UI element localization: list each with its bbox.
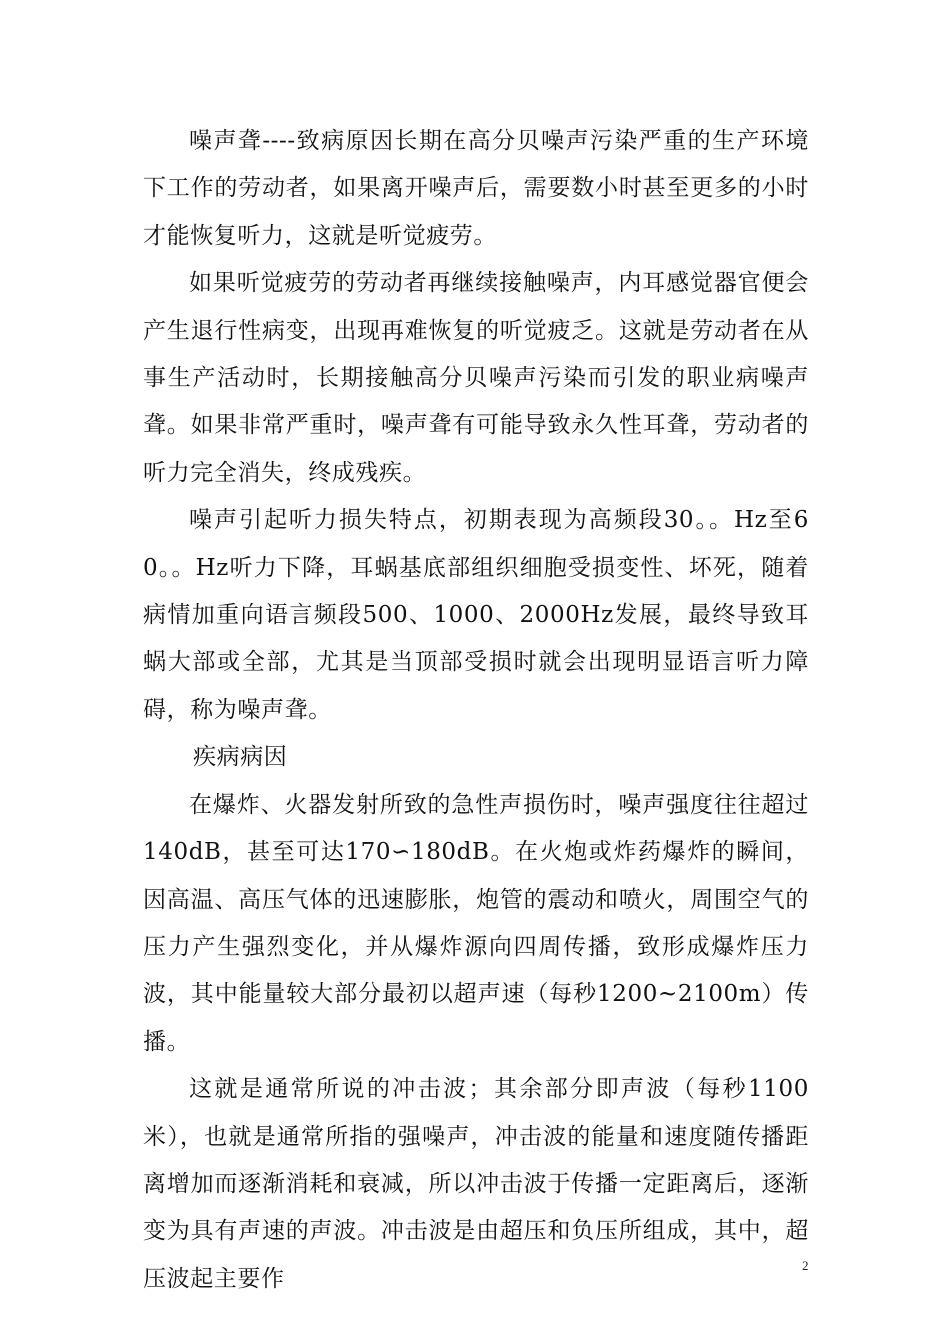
page-number: 2 xyxy=(802,1258,809,1273)
paragraph-explosion-noise: 在爆炸、火器发射所致的急性声损伤时，噪声强度往往超过140dB，甚至可达170∽180dB。在火炮或炸药爆炸的瞬间，因高温、高压气体的迅速膨胀，炮管的震动和喷火，周围空气的压力产生强烈变化，并从爆炸源向四周传播，致形成爆炸压力波，其中能量较大部分最初以超声速（每秒1200~2100m）传播。 xyxy=(143,791,809,1055)
paragraph-noise-deafness-intro: 噪声聋----致病原因长期在高分贝噪声污染严重的生产环境下工作的劳动者，如果离开噪声后，需要数小时甚至更多的小时才能恢复听力，这就是听觉疲劳。 xyxy=(143,128,809,249)
section-heading-disease-cause: 疾病病因 xyxy=(193,744,288,771)
paragraph-hearing-fatigue: 如果听觉疲劳的劳动者再继续接触噪声，内耳感觉器官便会产生退行性病变，出现再难恢复的听觉疲乏。这就是劳动者在从事生产活动时，长期接触高分贝噪声污染而引发的职业病噪声聋。如果非常严重时，噪声聋有可能导致永久性耳聋，劳动者的听力完全消失，终成残疾。 xyxy=(143,270,809,486)
document-body xyxy=(143,118,809,1303)
paragraph-hearing-loss-features: 噪声引起听力损失特点，初期表现为高频段30。。Hz至60。。Hz听力下降，耳蜗基底部组织细胞受损变性、坏死，随着病情加重向语言频段500、1000、2000Hz发展，最终导致耳蜗大部或全部，尤其是当顶部受损时就会出现明显语言听力障碍，称为噪声聋。 xyxy=(143,507,809,723)
paragraph-shock-wave: 这就是通常所说的冲击波；其余部分即声波（每秒1100米），也就是通常所指的强噪声，冲击波的能量和速度随传播距离增加而逐渐消耗和衰减，所以冲击波于传播一定距离后，逐渐变为具有声速的声波。冲击波是由超压和负压所组成，其中，超压波起主要作 xyxy=(143,1076,809,1292)
